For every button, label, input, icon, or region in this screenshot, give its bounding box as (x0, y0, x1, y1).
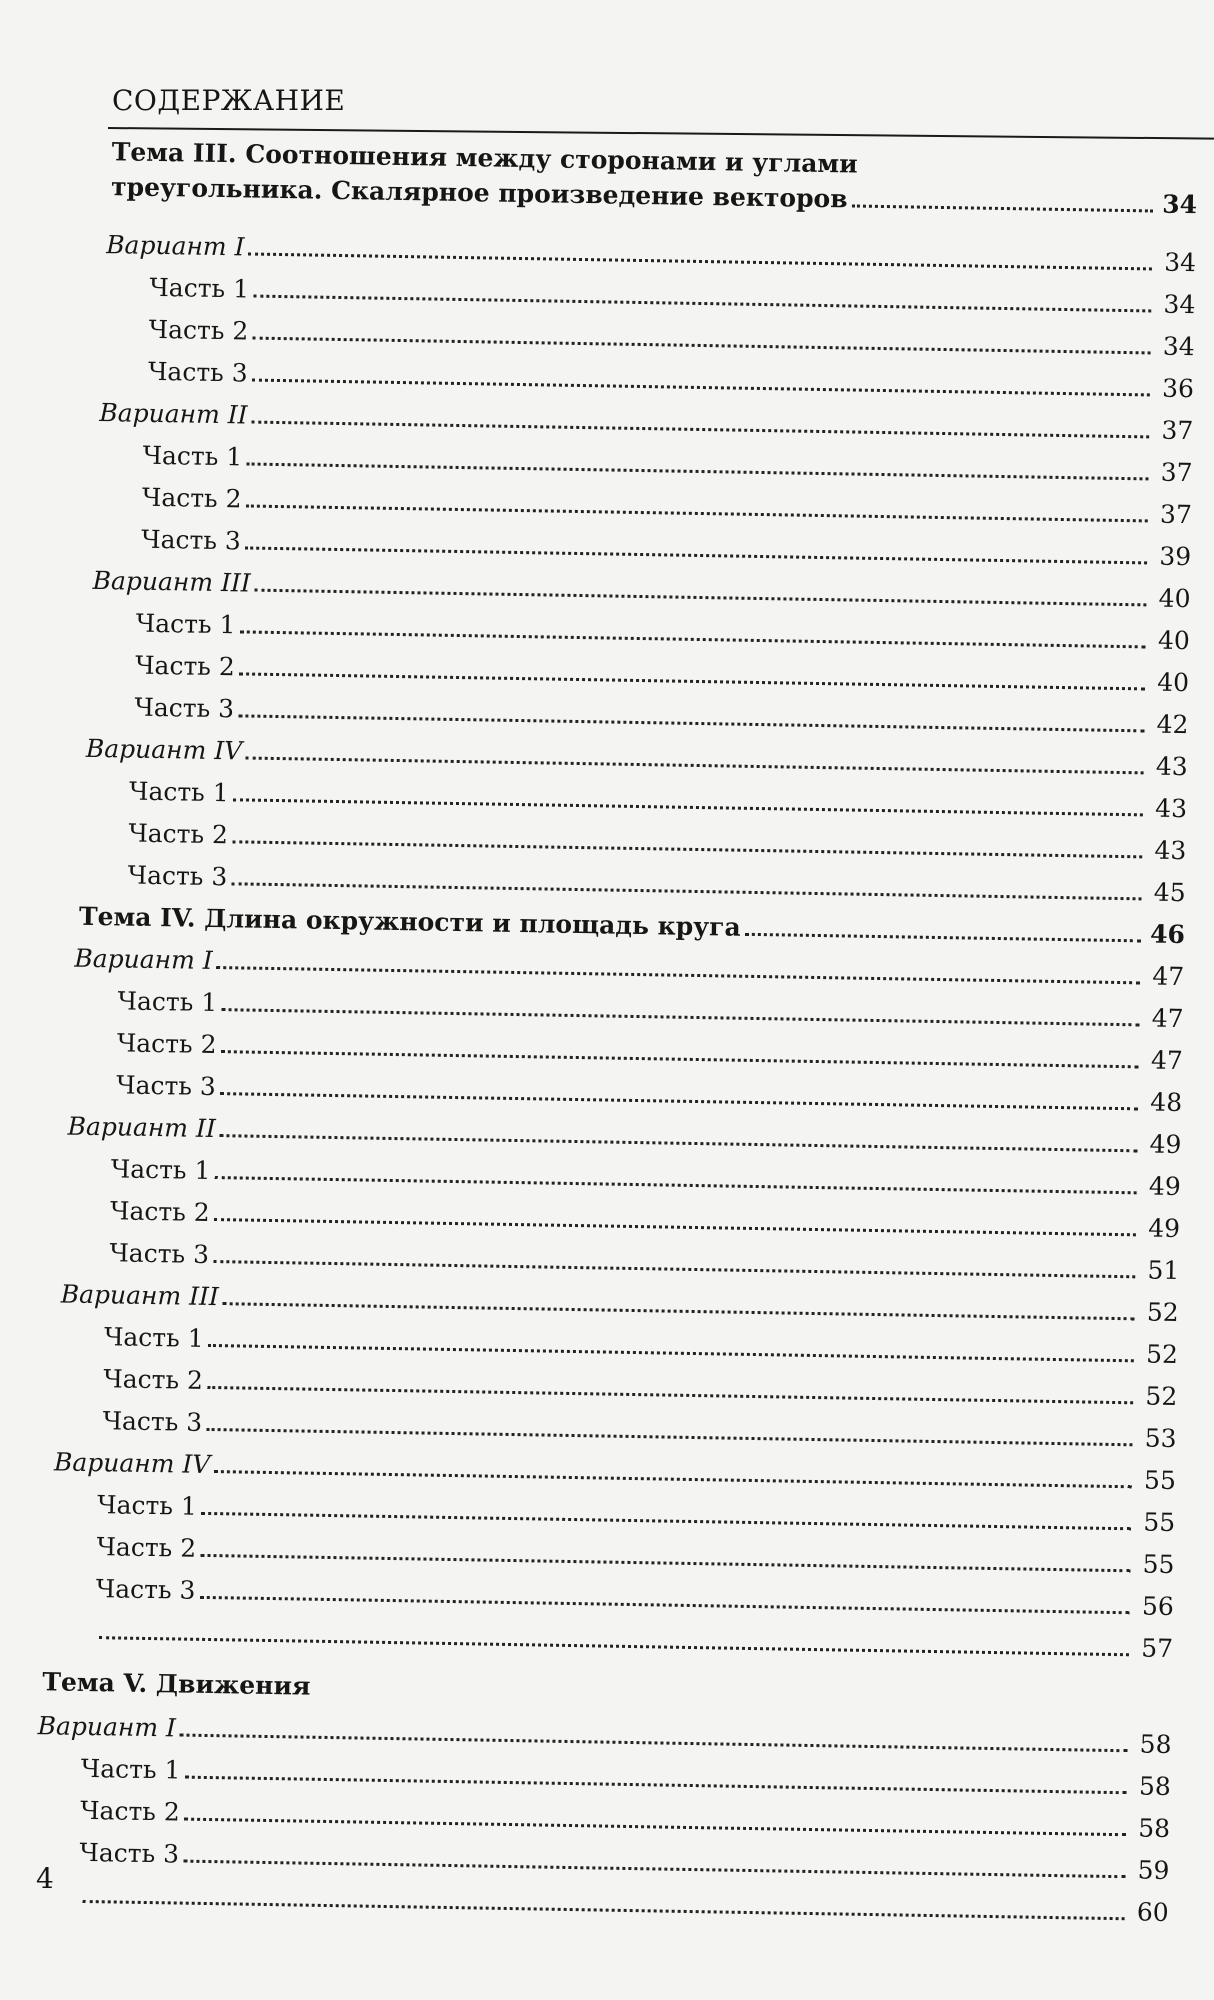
toc-entry-label: Часть 3 (127, 860, 228, 892)
toc-entry-page: 47 (1152, 961, 1185, 992)
toc-entry-page: 58 (1138, 1813, 1171, 1843)
toc-entry-page: 36 (1161, 373, 1195, 404)
toc-entry-label: Часть 1 (128, 776, 229, 808)
toc-entry-page: 39 (1159, 541, 1192, 572)
toc-entry-page: 43 (1155, 751, 1188, 782)
toc-entry-page: 52 (1145, 1381, 1178, 1412)
toc-entry-label: Часть 2 (141, 482, 242, 514)
toc-entry-label: Вариант II (67, 1111, 216, 1144)
toc-entry-page: 34 (1162, 331, 1195, 362)
toc-entry-page: 40 (1157, 625, 1191, 656)
toc-entry-label: Часть 3 (109, 1238, 210, 1269)
toc-entry-page: 40 (1158, 583, 1191, 614)
toc-entry-page: 47 (1150, 1045, 1184, 1076)
toc-entry-label: Вариант III (60, 1279, 220, 1312)
toc-entry-page: 43 (1154, 835, 1187, 866)
toc-entry-page: 52 (1146, 1297, 1179, 1328)
toc-entry-page: 37 (1160, 457, 1193, 488)
toc-entry-page: 34 (1161, 189, 1198, 220)
toc-entry-page: 58 (1139, 1729, 1172, 1759)
toc-entry-page: 55 (1143, 1507, 1176, 1538)
toc-entry-label: Часть 2 (134, 650, 235, 682)
toc-entry-label: Вариант I (105, 230, 245, 262)
toc-entry-page: 42 (1156, 709, 1189, 740)
toc-entry-page: 52 (1145, 1339, 1179, 1370)
toc-entry-label: Тема IV. Длина окружности и площадь круга (78, 901, 741, 942)
toc-entry-page: 45 (1153, 877, 1186, 908)
toc-entry-label: треугольника. Скалярное произведение векторов (110, 172, 848, 214)
toc-entry-label: Вариант IV (85, 733, 243, 766)
toc-entry-page: 34 (1164, 247, 1197, 278)
toc-entry-page: 46 (1149, 919, 1186, 950)
toc-entry-label: Вариант I (74, 943, 213, 975)
leader-dots (745, 933, 1141, 943)
toc-entry-label: Часть 3 (141, 524, 242, 556)
toc-entry-page: 49 (1147, 1213, 1181, 1244)
toc-entry-label: Часть 2 (148, 314, 249, 346)
toc-entry-label: Часть 1 (80, 1753, 181, 1785)
toc-entry-page: 55 (1142, 1549, 1175, 1580)
leader-dots (851, 204, 1152, 212)
toc-entry-label: Часть 1 (110, 1154, 211, 1185)
page-number: 4 (36, 1862, 54, 1895)
toc-entry-label: Часть 1 (142, 440, 243, 472)
toc-entry-label: Часть 2 (109, 1196, 210, 1227)
toc-entry-label: Часть 2 (103, 1364, 204, 1395)
toc-entry-label: Часть 2 (116, 1028, 217, 1060)
table-of-contents (11, 136, 1200, 1927)
toc-entry-label: Вариант III (92, 565, 251, 598)
toc-entry-label: Часть 2 (96, 1532, 197, 1563)
toc-entry-page: 59 (1137, 1855, 1170, 1885)
toc-entry-page: 49 (1149, 1129, 1182, 1160)
toc-entry-label: Часть 2 (80, 1795, 181, 1827)
toc-entry-page: 58 (1138, 1771, 1172, 1801)
toc-entry-label: Вариант II (99, 398, 248, 430)
toc-entry-label: Часть 1 (135, 608, 236, 640)
toc-entry-label: Часть 1 (149, 272, 250, 304)
toc-entry-page: 51 (1147, 1255, 1180, 1286)
leader-dots (83, 1900, 1125, 1920)
toc-entry-page: 43 (1154, 793, 1188, 824)
toc-entry-page: 60 (1136, 1897, 1169, 1927)
toc-entry-label: Вариант I (37, 1711, 177, 1743)
toc-entry-label: Часть 1 (117, 986, 218, 1018)
topic3-title-line1: Тема III. Соотношения между сторонами и углами (111, 137, 858, 179)
toc-entry-label: Часть 3 (102, 1406, 203, 1437)
toc-entry-label: Часть 1 (97, 1490, 198, 1521)
toc-entry-page: 37 (1159, 499, 1193, 530)
toc-entry-label: Часть 2 (128, 818, 229, 850)
toc-entry-label: Тема V. Движения (42, 1667, 311, 1701)
toc-entry-page: 48 (1150, 1087, 1183, 1118)
toc-entry-label: Часть 1 (103, 1322, 204, 1353)
toc-entry-page: 47 (1151, 1003, 1184, 1034)
toc-entry-page: 40 (1157, 667, 1190, 698)
toc-entry-page: 53 (1144, 1423, 1177, 1454)
toc-entry-page: 55 (1143, 1465, 1177, 1496)
toc-entry-label: Часть 3 (116, 1070, 217, 1102)
toc-entry-page: 56 (1141, 1591, 1175, 1621)
toc-entry-label: Часть 3 (134, 692, 235, 724)
toc-entry-label: Часть 3 (147, 356, 248, 388)
toc-entry-label: Вариант IV (53, 1447, 211, 1480)
toc-entry-label: Часть 3 (79, 1837, 180, 1869)
toc-entry-page: 49 (1148, 1171, 1181, 1202)
toc-entry-topic3[interactable] (111, 161, 1198, 219)
toc-entry-page: 37 (1161, 415, 1194, 446)
toc-entry-page: 34 (1163, 289, 1196, 320)
header-rule (108, 127, 1214, 140)
toc-entry-page: 57 (1141, 1633, 1174, 1663)
leader-dots (99, 1636, 1129, 1656)
page-title: СОДЕРЖАНИЕ (112, 84, 346, 117)
toc-entry-label: Часть 3 (95, 1574, 196, 1605)
